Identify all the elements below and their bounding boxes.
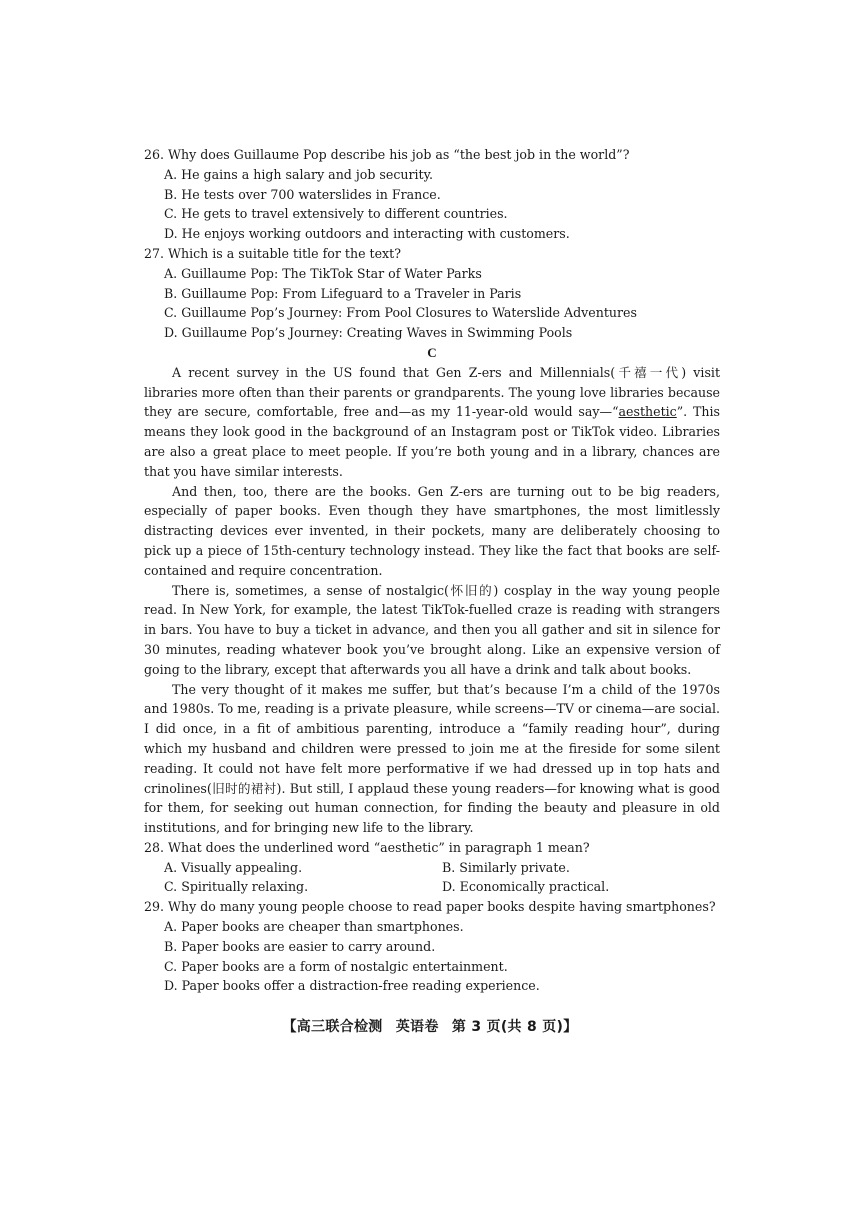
question-28-option-a: A. Visually appealing. [164,859,303,875]
question-29-stem: 29. Why do many young people choose to read paper books despite having smartphones? [144,899,716,915]
question-27-option-d: D. Guillaume Pop’s Journey: Creating Waves in Swimming Pools [164,325,573,341]
question-26-option-d: D. He enjoys working outdoors and interacting with customers. [164,226,570,242]
question-27-option-b: B. Guillaume Pop: From Lifeguard to a Traveler in Paris [164,285,522,301]
question-27 [144,244,720,343]
question-27-stem: 27. Which is a suitable title for the text? [144,245,401,261]
passage-paragraph-1 [144,363,720,482]
question-29 [144,897,720,996]
content-column [144,145,720,996]
question-28 [144,838,720,897]
question-26-option-c: C. He gets to travel extensively to different countries. [164,206,508,222]
passage-paragraph-2: And then, too, there are the books. Gen Z-ers are turning out to be big readers, especially of paper books. Even though they have smartphones, the most limitlessly distracting devices ever invented, in their pockets, many are deliberately choosing to pick up a piece of 15th-century technology instead. They like the fact that books are self-contained and require concentration. [144,483,720,578]
question-28-options-row-2 [164,877,720,897]
question-26 [144,145,720,244]
passage-paragraph-3: There is, sometimes, a sense of nostalgic(怀旧的) cosplay in the way young people read. In New York, for example, the latest TikTok-fuelled craze is reading with strangers in bars. You have to buy a ticket in advance, and then you all gather and sit in silence for 30 minutes, reading whatever book you’ve brought along. Like an expensive version of going to the library, except that afterwards you all have a drink and talk about books. [144,582,720,677]
question-29-option-b: B. Paper books are easier to carry around. [164,938,436,954]
question-28-options-row-1 [164,858,720,878]
p1-text-after: ”. This means they look good in the background of an Instagram post or TikTok video. Libraries are also a great place to meet people. If you’re both young and in a library, chances are that you have similar interests. [144,404,721,479]
footer-subject: 英语卷 [395,1019,439,1035]
question-29-option-d: D. Paper books offer a distraction-free reading experience. [164,978,540,994]
question-29-option-a: A. Paper books are cheaper than smartphones. [164,919,464,935]
reading-passage [144,363,720,838]
question-27-option-c: C. Guillaume Pop’s Journey: From Pool Closures to Waterslide Adventures [164,305,637,321]
section-heading: C [427,344,437,360]
question-29-option-c: C. Paper books are a form of nostalgic entertainment. [164,958,508,974]
question-26-stem: 26. Why does Guillaume Pop describe his job as “the best job in the world”? [144,147,630,162]
p1-text-before: A recent survey in the US found that Gen Z-ers and Millennials(千禧一代) visit libraries more often than their parents or grandparents. The young love libraries because they are secure, comfortable, free and—as my 11-year-old would say—“ [144,364,720,420]
footer-page-number: 第 3 页(共 8 页)】 [451,1019,578,1035]
footer-exam-name: 【高三联合检测 [282,1019,383,1035]
question-27-option-a: A. Guillaume Pop: The TikTok Star of Water Parks [164,265,482,281]
passage-paragraph-4: The very thought of it makes me suffer, but that’s because I’m a child of the 1970s and 1980s. To me, reading is a private pleasure, while screens—TV or cinema—are social. I did once, in a fit of ambitious parenting, introduce a “family reading hour”, during which my husband and children were pressed to join me at the fireside for some silent reading. It could not have felt more performative if we had dressed up in top hats and crinolines(旧时的裙衬). But still, I applaud these young readers—for knowing what is good for them, for seeking out human connection, for finding the beauty and pleasure in old institutions, and for bringing new life to the library. [144,681,720,836]
question-26-option-a: A. He gains a high salary and job security. [164,166,434,182]
underlined-word: aesthetic [618,404,677,420]
question-28-option-d: D. Economically practical. [442,879,610,895]
question-28-option-c: C. Spiritually relaxing. [164,879,309,895]
question-26-option-b: B. He tests over 700 waterslides in France. [164,186,441,202]
page-footer [0,1016,860,1036]
question-28-option-b: B. Similarly private. [442,859,570,875]
question-28-stem: 28. What does the underlined word “aesthetic” in paragraph 1 mean? [144,839,590,855]
